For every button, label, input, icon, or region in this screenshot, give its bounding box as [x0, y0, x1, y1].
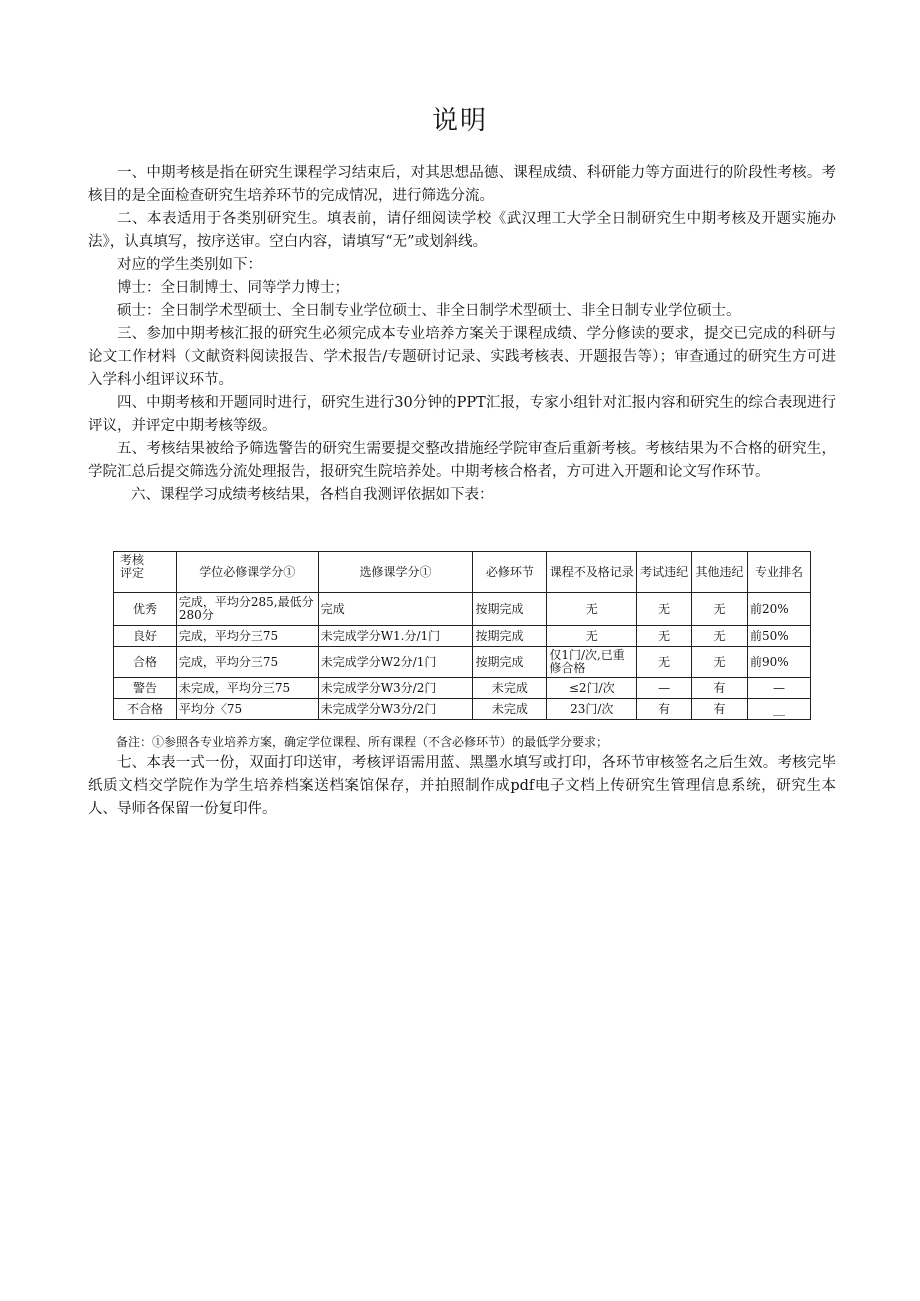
header-exam-violation: 考试违纪 [637, 552, 692, 593]
header-degree-credits: 学位必修课学分① [176, 552, 318, 593]
paragraph-10: 七、本表一式一份，双面打印送审，考核评语需用蓝、黑墨水填写或打印，各环节审核签名之后生效。考核完毕纸质文档交学院作为学生培养档案送档案馆保存，并拍照制作成pdf电子文档上传研究生管理信息系统，研究生本人、导师各保留一份复印件。 [88, 755, 836, 817]
grade-label: 不合格 [114, 699, 177, 720]
paragraph-1: 一、中期考核是指在研究生课程学习结束后，对其思想品德、课程成绩、科研能力等方面进行的阶段性考核。考核目的是全面检查研究生培养环节的完成情况，进行筛选分流。 [88, 165, 836, 204]
table-cell: 无 [692, 626, 748, 647]
table-cell: 平均分〈75 [176, 699, 318, 720]
corner-label-top: 考核 [120, 553, 145, 567]
table-cell: 完成，平均分285,最低分280分 [176, 593, 318, 626]
table-cell: 未完成学分W3分/2门 [318, 699, 473, 720]
table-cell: 完成，平均分三75 [176, 626, 318, 647]
table-cell: 无 [692, 593, 748, 626]
table-cell: 前20% [748, 593, 811, 626]
table-cell: 无 [637, 593, 692, 626]
table-cell: 无 [692, 647, 748, 678]
paragraph-7: 四、中期考核和开题同时进行，研究生进行30分钟的PPT汇报，专家小组针对汇报内容和研究生的综合表现进行评议，并评定中期考核等级。 [88, 395, 836, 434]
header-other-violation: 其他违纪 [692, 552, 748, 593]
table-row [114, 699, 811, 720]
table-cell: 前50% [748, 626, 811, 647]
closing-section [88, 752, 836, 821]
paragraph-5: 硕士：全日制学术型硕士、全日制专业学位硕士、非全日制学术型硕士、非全日制专业学位硕士。 [117, 303, 741, 319]
header-elective-credits: 选修课学分① [318, 552, 473, 593]
table-cell: 未完成学分W3分/2门 [318, 678, 473, 699]
paragraph-8: 五、考核结果被给予筛选警告的研究生需要提交整改措施经学院审查后重新考核。考核结果为不合格的研究生，学院汇总后提交筛选分流处理报告，报研究生院培养处。中期考核合格者，方可进入开题和论文写作环节。 [88, 441, 836, 480]
table-cell: 无 [637, 647, 692, 678]
page-title: 说明 [431, 106, 488, 136]
header-required-links: 必修环节 [473, 552, 547, 593]
grade-label: 优秀 [114, 593, 177, 626]
table-cell: 有 [692, 678, 748, 699]
table-cell: 未完成 [473, 699, 547, 720]
header-fail-record: 课程不及格记录 [547, 552, 637, 593]
table-cell: 按期完成 [473, 593, 547, 626]
table-cell: 仅1门/次,已重修合格 [547, 647, 637, 678]
table-cell: 未完成学分W2分/1门 [318, 647, 473, 678]
paragraph-2: 二、本表适用于各类别研究生。填表前，请仔细阅读学校《武汉理工大学全日制研究生中期考核及开题实施办法》，认真填写，按序送审。空白内容，请填写“无”或划斜线。 [88, 211, 836, 250]
table-cell: 完成 [318, 593, 473, 626]
table-cell: 23门/次 [547, 699, 637, 720]
table-cell: 未完成 [473, 678, 547, 699]
table-cell: 无 [547, 593, 637, 626]
table-cell: 无 [637, 626, 692, 647]
table-cell: — [748, 678, 811, 699]
paragraph-9: 六、课程学习成绩考核结果，各档自我测评依据如下表： [131, 487, 494, 503]
grade-criteria-table [113, 551, 811, 720]
paragraph-6: 三、参加中期考核汇报的研究生必须完成本专业培养方案关于课程成绩、学分修读的要求，提交已完成的科研与论文工作材料（文献资料阅读报告、学术报告/专题研讨记录、实践考核表、开题报告等）；审查通过的研究生方可进入学科小组评议环节。 [88, 326, 836, 388]
table-cell: — [637, 678, 692, 699]
table-cell: 有 [637, 699, 692, 720]
table-cell: 未完成学分W1.分/1门 [318, 626, 473, 647]
corner-header-cell [114, 552, 177, 593]
table-cell: 完成，平均分三75 [176, 647, 318, 678]
paragraph-3: 对应的学生类别如下： [117, 257, 262, 273]
table-cell: 未完成，平均分三75 [176, 678, 318, 699]
paragraph-4: 博士：全日制博士、同等学力博士； [117, 280, 349, 296]
table-row [114, 593, 811, 626]
grade-label: 警告 [114, 678, 177, 699]
instructions-body [88, 162, 836, 507]
table-footnote: 备注：①参照各专业培养方案，确定学位课程、所有课程（不含必修环节）的最低学分要求； [116, 735, 609, 749]
table-row [114, 678, 811, 699]
header-major-rank: 专业排名 [748, 552, 811, 593]
table-header-row [114, 552, 811, 593]
table-cell: 按期完成 [473, 626, 547, 647]
table-cell: 有 [692, 699, 748, 720]
table-row [114, 626, 811, 647]
table-row [114, 647, 811, 678]
table-cell: ≤2门/次 [547, 678, 637, 699]
grade-label: 合格 [114, 647, 177, 678]
table-cell: 无 [547, 626, 637, 647]
grade-label: 良好 [114, 626, 177, 647]
table-cell: 按期完成 [473, 647, 547, 678]
corner-label-bottom: 评定 [120, 566, 145, 580]
table-cell: __ [748, 699, 811, 720]
table-cell: 前90% [748, 647, 811, 678]
